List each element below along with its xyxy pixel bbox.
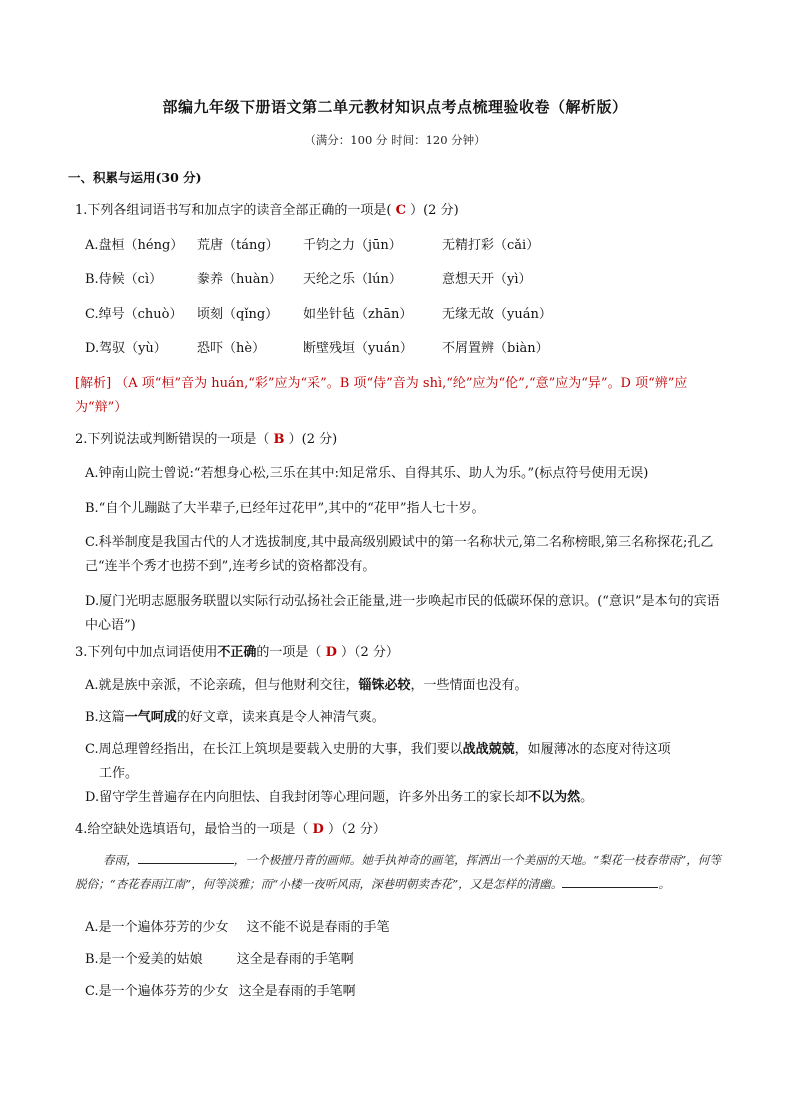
question-2-option-a: A.钟南山院士曾说:“若想身心松,三乐在其中:知足常乐、自得其乐、助人为乐。”(标点符号使用无误) (85, 466, 649, 481)
question-3-answer: D (325, 645, 337, 660)
question-1-option-row-a: A.盘桓（héng） 荒唐（táng） 千钧之力（jūn） 无精打彩（cǎi） (85, 238, 540, 253)
blank-2 (562, 873, 658, 888)
question-4-option-c: C.是一个遍体芬芳的少女 这全是春雨的手笔啊 (85, 984, 356, 999)
blank-1 (138, 849, 234, 864)
question-1-answer: C (395, 203, 406, 218)
question-1-stem: 1.下列各组词语书写和加点字的读音全部正确的一项是( C ）(2 分) (75, 203, 459, 218)
question-2-option-c: C.科举制度是我国古代的人才选拔制度,其中最高级别殿试中的第一名称状元,第二名称榜眼,第三名称探花;孔乙己“连半个秀才也捞不到”,连考乡试的资格都没有。 (85, 535, 714, 574)
question-4-option-b: B.是一个爱美的姑娘 这全是春雨的手笔啊 (85, 952, 354, 967)
question-1-option-row-c: C.绰号（chuò） 顷刻（qǐng） 如坐针毡（zhān） 无缘无故（yuán） (85, 307, 552, 322)
question-4-passage: 春雨， ，一个极擅丹青的画师。她手执神奇的画笔，挥洒出一个美丽的天地。“梨花一枝春带雨”，何等脱俗；“杏花春雨江南”，何等淡雅；而“小楼一夜听风雨，深巷明朝卖杏花”，又是怎样的清幽。 。 (75, 848, 725, 896)
question-4-stem: 4.给空缺处选填语句，最恰当的一项是（ D ）（2 分） (75, 822, 386, 837)
question-3-stem: 3.下列句中加点词语使用不正确的一项是（ D ）（2 分） (75, 645, 399, 660)
question-1-option-row-b: B.侍候（cì） 豢养（huàn） 天纶之乐（lún） 意想天开（yì） (85, 272, 532, 287)
question-4-option-a: A.是一个遍体芬芳的少女 这不能不说是春雨的手笔 (85, 920, 390, 935)
exam-subtitle: （满分：100 分 时间：120 分钟） (304, 133, 486, 147)
section-title: 一、积累与运用(30 分) (68, 170, 202, 185)
question-3-option-c: C.周总理曾经指出，在长江上筑坝是要载入史册的大事，我们要以战战兢兢，如履薄冰的态度对待这项 工作。 (85, 742, 671, 781)
question-1-analysis: [解析] （A 项“桓”音为 huán,“彩”应为“采”。B 项“侍”音为 shì,“纶”应为“伦”,“意”应为“异”。D 项“辨”应为“辩”） (75, 376, 688, 415)
question-2-option-b: B.“自个儿蹦跶了大半辈子,已经年过花甲”,其中的“花甲”指人七十岁。 (85, 501, 485, 516)
question-2-stem: 2.下列说法或判断错误的一项是（ B ）(2 分) (75, 432, 338, 447)
question-3-option-b: B.这篇一气呵成的好文章，读来真是令人神清气爽。 (85, 710, 385, 725)
question-1-option-row-d: D.驾驭（yù） 恐吓（hè） 断壁残垣（yuán） 不屑置辨（biàn） (85, 341, 549, 356)
question-4-answer: D (312, 822, 324, 837)
question-2-answer: B (273, 432, 285, 447)
exam-title: 部编九年级下册语文第二单元教材知识点考点梳理验收卷（解析版） (162, 98, 628, 116)
question-3-option-a: A.就是族中亲派，不论亲疏，但与他财利交往，锱铢必较，一些情面也没有。 (85, 678, 528, 693)
question-3-option-d: D.留守学生普遍存在内向胆怯、自我封闭等心理问题，许多外出务工的家长却不以为然。 (85, 790, 594, 805)
question-2-option-d: D.厦门光明志愿服务联盟以实际行动弘扬社会正能量,进一步唤起市民的低碳环保的意识。(“意识”是本句的宾语中心语”) (85, 594, 720, 633)
